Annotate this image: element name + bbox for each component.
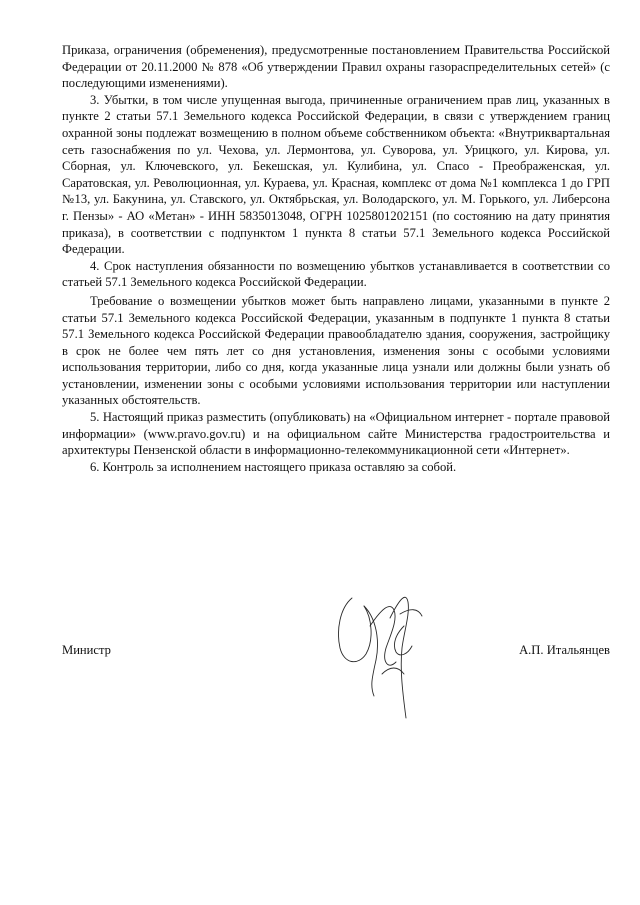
signatory-name: А.П. Итальянцев — [519, 643, 610, 657]
paragraph-item-3: 3. Убытки, в том числе упущенная выгода, причиненные ограничением прав лиц, указанных в пункте 2 статьи 57.1 Земельного кодекса Российской Федерации, в связи с утверждением границ охранной зоны подлежат возмещению в полном объеме собственником объекта: «Внутриквартальная сеть газоснабжения по ул. Чехова, ул. Лермонтова, ул. Суворова, ул. Урицкого, ул. Кирова, ул. Сборная, ул. Ключевского, ул. Бекешская, ул. Кулибина, ул. Спасо - Преображенская, ул. Саратовская, ул. Революционная, ул. Кураева, ул. Красная, комплекс от дома №1 комплекса 1 до ГРП №13, ул. Бакунина, ул. Ставского, ул. Октябрьская, ул. Володарского, ул. М. Горького, ул. Либерсона г. Пензы» - АО «Метан» - ИНН 5835013048, ОГРН 1025801202151 (по состоянию на дату принятия приказа), в соответствии с подпунктом 1 пункта 8 статьи 57.1 Земельного кодекса Российской Федерации. — [62, 92, 610, 257]
paragraph-item-4: 4. Срок наступления обязанности по возмещению убытков устанавливается в соответствии со статьей 57.1 Земельного кодекса Российской Федерации. — [62, 258, 610, 290]
paragraph-item-6: 6. Контроль за исполнением настоящего приказа оставляю за собой. — [90, 459, 457, 474]
paragraph-item-5: 5. Настоящий приказ разместить (опубликовать) на «Официальном интернет - портале правовой информации» (www.pravo.gov.ru) и на официальном сайте Министерства градостроительства и архитектуры Пензенской области в информационно-телекоммуникационной сети «Интернет». — [62, 410, 610, 458]
signatory-position: Министр — [62, 643, 111, 657]
paragraph-claim-requirement: Требование о возмещении убытков может быть направлено лицами, указанными в пункте 2 статьи 57.1 Земельного кодекса Российской Федерации, указанным в подпункте 1 пункта 8 статьи 57.1 Земельного кодекса Российской Федерации правообладателю здания, сооружения, застройщику в срок не более чем пять лет со дня установления, изменения зоны с особыми условиями использования территории, либо со дня, когда указанные лица узнали или должны были узнать об установлении, изменении зоны с особыми условиями использования территории или наступлении указанных обстоятельств. — [62, 293, 610, 408]
paragraph-continuation: Приказа, ограничения (обременения), предусмотренные постановлением Правительства Российской Федерации от 20.11.2000 № 878 «Об утверждении Правил охраны газораспределительных сетей» (с последующими изменениями). — [62, 43, 610, 91]
signature-row — [62, 642, 610, 660]
